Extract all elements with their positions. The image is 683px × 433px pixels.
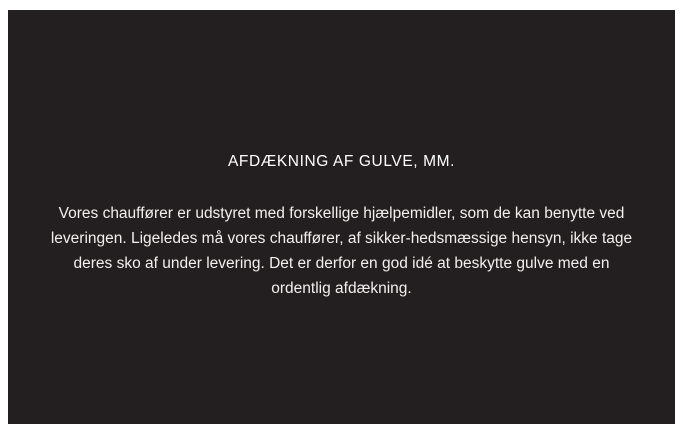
page-title: AFDÆKNING AF GULVE, MM. (227, 153, 456, 170)
slide-panel (8, 10, 675, 424)
slide-content (8, 10, 675, 301)
body-paragraph: Vores chauffører er udstyret med forskellige hjælpemidler, som de kan benytte ved leveringen. Ligeledes må vores chauffører, af sikker-hedsmæssige hensyn, ikke tage deres sko af under levering. Det er derfor en god idé at beskytte gulve med en ordentlig afdækning. (50, 205, 633, 297)
